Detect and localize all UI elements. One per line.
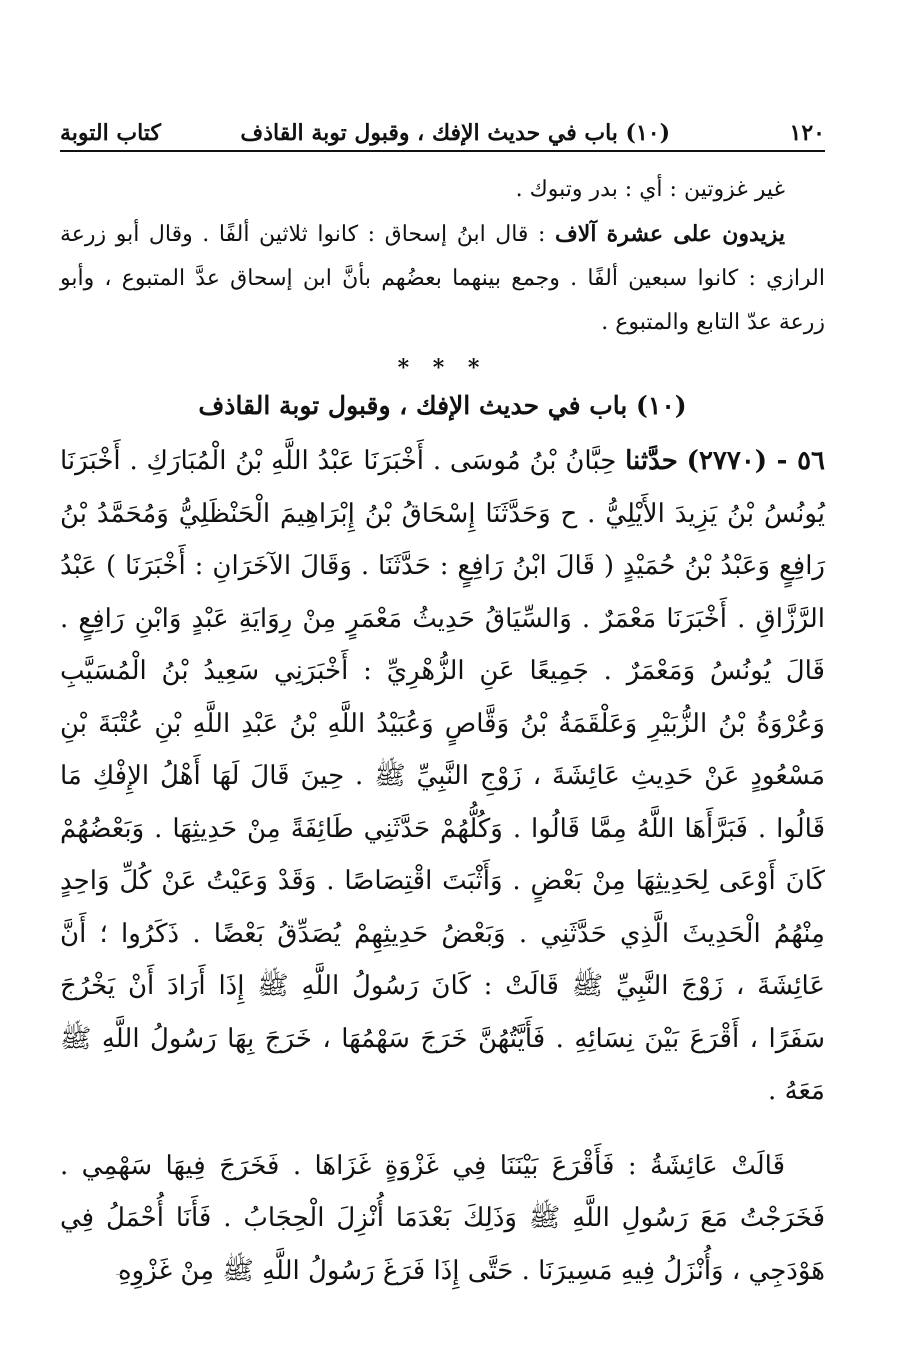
note-label-2: يزيدون على عشرة آلاف <box>554 221 785 247</box>
page-number: ١٢٠ <box>789 120 825 146</box>
hadith-continued-paragraph <box>60 1140 825 1298</box>
page-mark <box>116 1274 122 1275</box>
hadith-paragraph <box>60 435 825 1118</box>
page-content <box>60 168 825 1297</box>
header-rule <box>60 150 825 152</box>
book-page <box>60 0 825 1359</box>
book-name: كتاب التوبة <box>60 120 161 146</box>
running-title: (١٠) باب في حديث الإفك ، وقبول توبة القاذف <box>240 120 671 146</box>
hadith-lead-word: حدَّثنا <box>625 446 678 476</box>
note-paragraph-1 <box>60 168 825 212</box>
hadith-continued-text: قَالَتْ عَائِشَةُ : فَأَقْرَعَ بَيْنَنَا فِي غَزْوَةٍ غَزَاهَا . فَخَرَجَ فِيهَا سَهْمِي . فَخَرَجْتُ مَعَ رَسُولِ اللَّهِ ﷺ وَذَلِكَ بَعْدَمَا أُنْزِلَ الْحِجَابُ . فَأَنَا أُحْمَلُ فِي هَوْدَجِي ، وَأُنْزَلُ فِيهِ مَسِيرَنَا . حَتَّى إِذَا فَرَغَ رَسُولُ اللَّهِ ﷺ مِنْ غَزْوِهِ <box>60 1150 825 1286</box>
section-separator: * * * <box>397 355 488 381</box>
note-text-2: : قال ابنُ إسحاق : كانوا ثلاثين ألفًا . وقال أبو زرعة الرازي : كانوا سبعين ألفًا . وجمع بينهما بعضُهم بأنَّ ابن إسحاق عدَّ المتبوع ، وأبو زرعة عدّ التابع والمتبوع . <box>60 222 825 335</box>
hadith-number: ٥٦ - (٢٧٧٠) <box>686 446 826 476</box>
hadith-text: حِبَّانُ بْنُ مُوسَى . أَخْبَرَنَا عَبْدُ اللَّهِ بْنُ الْمُبَارَكِ . أَخْبَرَنَا يُونُسُ بْنُ يَزِيدَ الأَيْلِيُّ . ح وَحَدَّثَنَا إِسْحَاقُ بْنُ إِبْرَاهِيمَ الْحَنْظَلِيُّ وَمُحَمَّدُ بْنُ رَافِعٍ وَعَبْدُ بْنُ حُمَيْدٍ ( قَالَ ابْنُ رَافِعٍ : حَدَّثَنَا . وَقَالَ الآخَرَانِ : أَخْبَرَنَا ) عَبْدُ الرَّزَّاقِ . أَخْبَرَنَا مَعْمَرٌ . وَالسِّيَاقُ حَدِيثُ مَعْمَرٍ مِنْ رِوَايَةِ عَبْدٍ وَابْنِ رَافِعٍ . قَالَ يُونُسُ وَمَعْمَرٌ . جَمِيعًا عَنِ الزُّهْرِيِّ : أَخْبَرَنِي سَعِيدُ بْنُ الْمُسَيَّبِ وَعُرْوَةُ بْنُ الزُّبَيْرِ وَعَلْقَمَةُ بْنُ وَقَّاصٍ وَعُبَيْدُ اللَّهِ بْنُ عَبْدِ اللَّهِ بْنِ عُتْبَةَ بْنِ مَسْعُودٍ عَنْ حَدِيثِ عَائِشَةَ ، زَوْجِ النَّبِيِّ ﷺ . حِينَ قَالَ لَهَا أَهْلُ الإِفْكِ مَا قَالُوا . فَبَرَّأَهَا اللَّهُ مِمَّا قَالُوا . وَكُلُّهُمْ حَدَّثَنِي طَائِفَةً مِنْ حَدِيثِهَا . وَبَعْضُهُمْ كَانَ أَوْعَى لِحَدِيثِهَا مِنْ بَعْضٍ . وَأَثْبَتَ اقْتِصَاصًا . وَقَدْ وَعَيْتُ عَنْ كُلِّ وَاحِدٍ مِنْهُمُ الْحَدِيثَ الَّذِي حَدَّثَنِي . وَبَعْضُ حَدِيثِهِمْ يُصَدِّقُ بَعْضًا . ذَكَرُوا ؛ أَنَّ عَائِشَةَ ، زَوْجَ النَّبِيِّ ﷺ قَالَتْ : كَانَ رَسُولُ اللَّهِ ﷺ إِذَا أَرَادَ أَنْ يَخْرُجَ سَفَرًا ، أَقْرَعَ بَيْنَ نِسَائِهِ . فَأَيَّتُهُنَّ خَرَجَ سَهْمُهَا ، خَرَجَ بِهَا رَسُولُ اللَّهِ ﷺ مَعَهُ . <box>60 446 825 1106</box>
note-paragraph-2 <box>60 212 825 345</box>
running-header <box>60 112 825 146</box>
chapter-heading: (١٠) باب في حديث الإفك ، وقبول توبة القاذف <box>198 391 687 420</box>
note-text-1: غير غزوتين : أي : بدر وتبوك . <box>515 177 785 202</box>
